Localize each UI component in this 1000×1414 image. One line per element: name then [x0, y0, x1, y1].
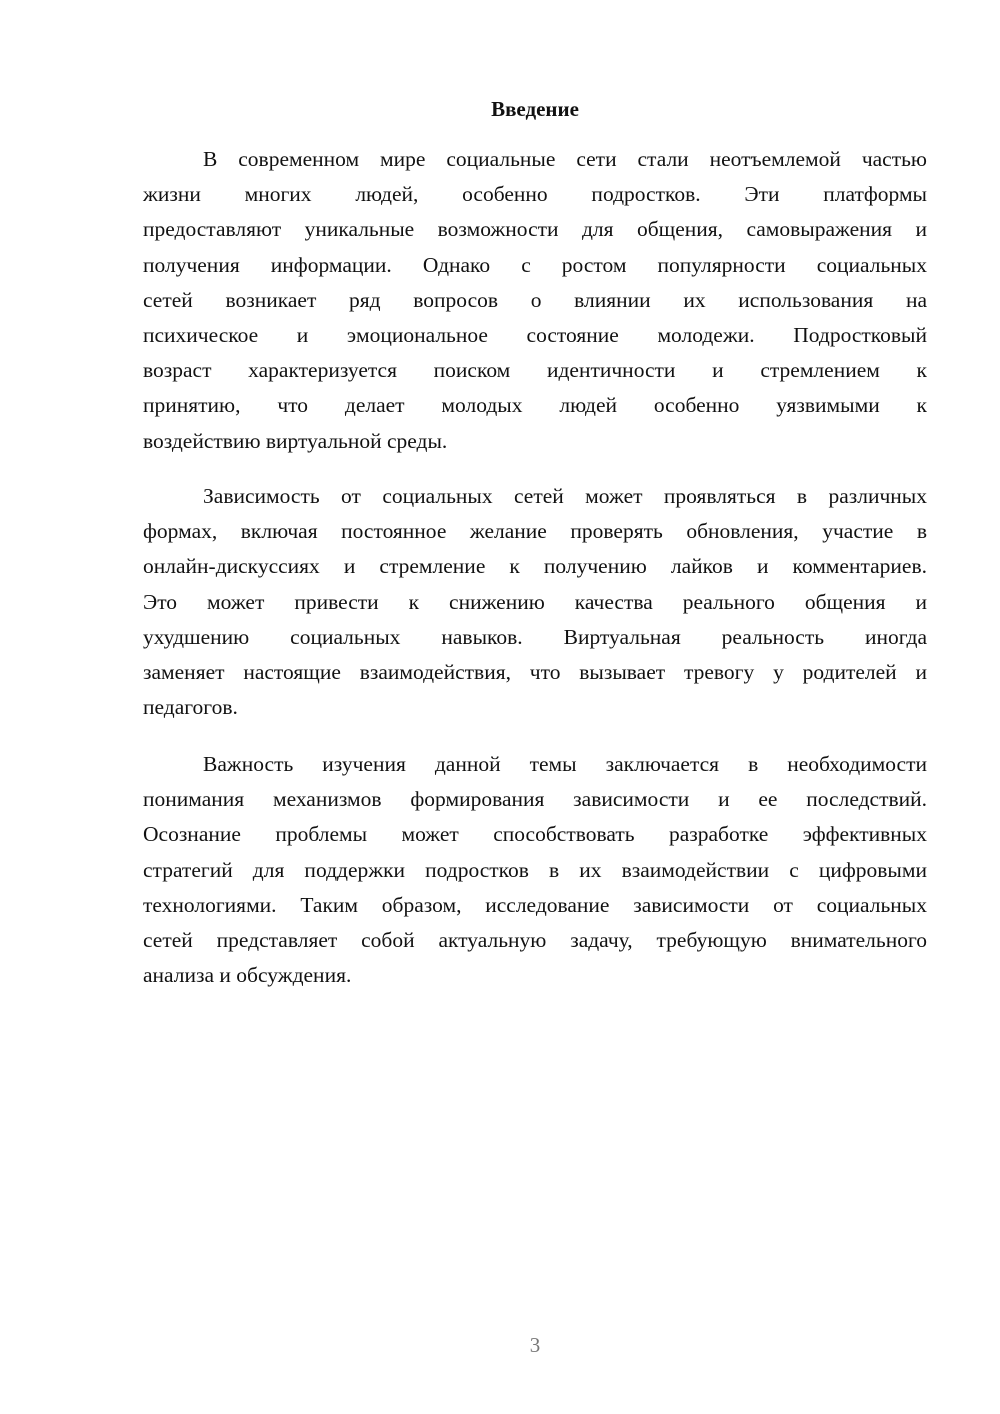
section-title: Введение — [491, 97, 579, 121]
text-line: Зависимость от социальных сетей может проявляться в различных — [203, 484, 927, 508]
page-number: 3 — [529, 1333, 541, 1357]
paragraph-2 — [143, 479, 927, 725]
text-line: Осознание проблемы может способствовать разработке эффективных — [143, 822, 927, 847]
text-line: технологиями. Таким образом, исследование зависимости от социальных — [143, 892, 927, 917]
text-line: анализа и обсуждения. — [143, 963, 352, 988]
text-line: сетей возникает ряд вопросов о влиянии их использования на — [143, 287, 927, 312]
paragraph-1 — [143, 142, 927, 459]
text-line: жизни многих людей, особенно подростков. Эти платформы — [143, 182, 927, 207]
text-line: получения информации. Однако с ростом популярности социальных — [143, 252, 927, 277]
text-line: заменяет настоящие взаимодействия, что вызывает тревогу у родителей и — [143, 659, 927, 684]
text-line: стратегий для поддержки подростков в их взаимодействии с цифровыми — [143, 857, 927, 882]
text-line: В современном мире социальные сети стали неотъемлемой частью — [203, 147, 927, 171]
text-line: возраст характеризуется поиском идентичности и стремлением к — [143, 358, 927, 383]
text-line: психическое и эмоциональное состояние молодежи. Подростковый — [143, 322, 927, 347]
text-line: Важность изучения данной темы заключается в необходимости — [203, 752, 927, 776]
text-line: ухудшению социальных навыков. Виртуальная реальность иногда — [143, 624, 927, 649]
text-line: Это может привести к снижению качества реального общения и — [143, 589, 927, 614]
text-line: воздействию виртуальной среды. — [143, 428, 448, 453]
text-line: формах, включая постоянное желание проверять обновления, участие в — [143, 519, 927, 544]
text-line: понимания механизмов формирования зависимости и ее последствий. — [143, 787, 927, 812]
text-line: онлайн-дискуссиях и стремление к получению лайков и комментариев. — [143, 554, 927, 579]
text-line: принятию, что делает молодых людей особенно уязвимыми к — [143, 393, 927, 418]
text-line: предоставляют уникальные возможности для общения, самовыражения и — [143, 217, 927, 242]
text-line: сетей представляет собой актуальную задачу, требующую внимательного — [143, 927, 927, 952]
paragraph-3 — [143, 747, 927, 993]
text-line: педагогов. — [143, 695, 238, 720]
